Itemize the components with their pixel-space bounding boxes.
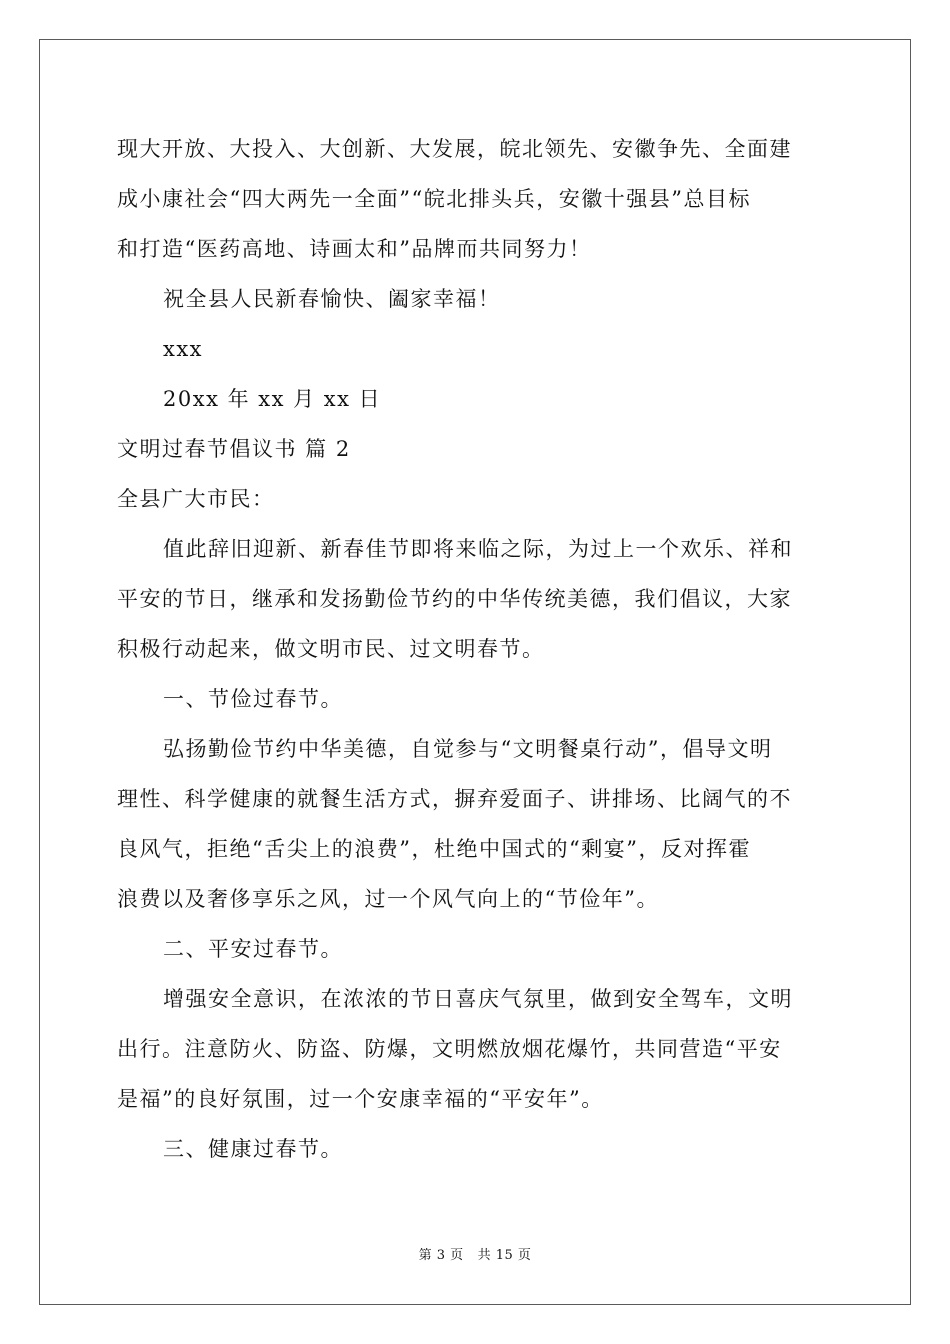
text-line: 是福”的良好氛围，过一个安康幸福的“平安年”。 (117, 1087, 604, 1111)
text-line: 一、节俭过春节。 (163, 687, 343, 711)
page-footer (0, 1244, 950, 1263)
text-line: 20xx 年 xx 月 xx 日 (163, 387, 382, 411)
document-body (117, 124, 835, 1174)
text-line: 二、平安过春节。 (163, 937, 343, 961)
text-line: 积极行动起来，做文明市民、过文明春节。 (117, 637, 545, 661)
text-line: 平安的节日，继承和发扬勤俭节约的中华传统美德，我们倡议，大家 (117, 587, 792, 611)
text-line: 良风气，拒绝“舌尖上的浪费”，杜绝中国式的“剩宴”，反对挥霍 (117, 837, 751, 861)
text-line: 理性、科学健康的就餐生活方式，摒弃爱面子、讲排场、比阔气的不 (117, 787, 792, 811)
text-line: 增强安全意识，在浓浓的节日喜庆气氛里，做到安全驾车，文明 (163, 987, 793, 1011)
text-line: 三、健康过春节。 (163, 1137, 343, 1161)
text-line: 文明过春节倡议书 篇 2 (117, 437, 351, 461)
page-number: 第 3 页 (418, 1248, 464, 1263)
text-line: 浪费以及奢侈享乐之风，过一个风气向上的“节俭年”。 (117, 887, 659, 911)
text-line: 祝全县人民新春愉快、阖家幸福！ (163, 287, 501, 311)
text-line: 出行。注意防火、防盗、防爆，文明燃放烟花爆竹，共同营造“平安 (117, 1037, 782, 1061)
text-line: 值此辞旧迎新、新春佳节即将来临之际，为过上一个欢乐、祥和 (163, 537, 793, 561)
text-line: 和打造“医药高地、诗画太和”品牌而共同努力！ (117, 237, 592, 261)
text-line: 现大开放、大投入、大创新、大发展，皖北领先、安徽争先、全面建 (117, 137, 792, 161)
text-line: 全县广大市民： (117, 487, 275, 511)
text-line: xxx (163, 337, 204, 361)
text-line: 弘扬勤俭节约中华美德，自觉参与“文明餐桌行动”，倡导文明 (163, 737, 773, 761)
page-total: 共 15 页 (477, 1248, 532, 1263)
text-line: 成小康社会“四大两先一全面”“皖北排头兵，安徽十强县”总目标 (117, 187, 751, 211)
